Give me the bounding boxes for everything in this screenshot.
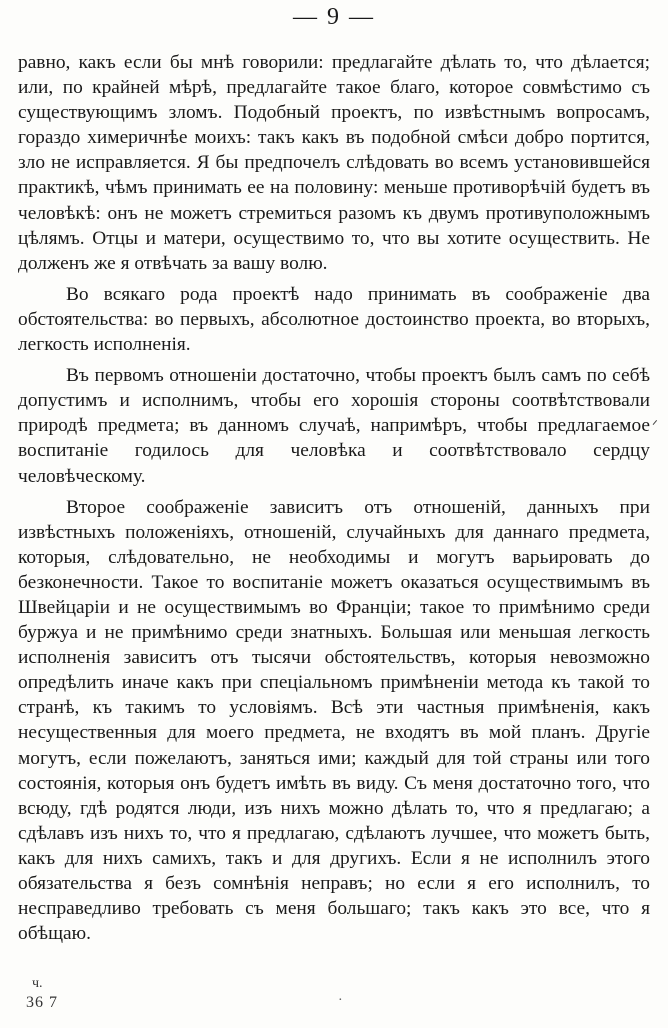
body-text	[18, 50, 650, 952]
paragraph-continued: равно, какъ если бы мнѣ говорили: предлагайте дѣлать то, что дѣлается; или, по крайней мѣрѣ, предлагайте такое благо, которое совмѣстимо съ существующимъ зломъ. Подобный проектъ, по извѣстнымъ вопросамъ, гораздо химеричнѣе моихъ: такъ какъ въ подобной смѣси добро портится, зло не исправляется. Я бы предпочелъ слѣдовать во всемъ установившейся практикѣ, чѣмъ принимать ее на половину: меньше противорѣчій будетъ въ человѣкѣ: онъ не можетъ стремиться разомъ къ двумъ противуположнымъ цѣлямъ. Отцы и матери, осуществимо то, что вы хотите осуществить. Не долженъ же я отвѣчать за вашу волю.	[18, 52, 650, 274]
paragraph-second-consideration: Второе соображеніе зависитъ отъ отношеній, данныхъ при извѣстныхъ положеніяхъ, отношеній, случайныхъ для даннаго предмета, которыя, слѣдовательно, не необходимы и могутъ варьировать до безконечности. Такое то воспитаніе можетъ оказаться осуществимымъ въ Швейцаріи и не осуществимымъ во Франціи; такое то примѣнимо среди буржуа и не примѣнимо среди знатныхъ. Большая или меньшая легкость исполненія зависитъ отъ тысячи обстоятельствъ, которыя невозможно опредѣлить иначе какъ при спеціальномъ примѣненіи метода къ такой то странѣ, къ такимъ то условіямъ. Всѣ эти частныя примѣненія, какъ несущественныя для моего предмета, не входятъ въ мой планъ. Другіе могутъ, если пожелаютъ, заняться ими; каждый для той страны или того состоянія, которыя онъ будетъ имѣть въ виду. Съ меня достаточно того, что всюду, гдѣ родятся люди, изъ нихъ можно дѣлать то, что я предлагаю; а сдѣлавъ изъ нихъ то, что я предлагаю, сдѣлаютъ лучшее, что можетъ быть, какъ для нихъ самихъ, такъ и для другихъ. Если я не исполнилъ этого обязательства я безъ сомнѣнія неправъ; но если я его исполнилъ, то несправедливо требовать съ меня большаго; такъ какъ это все, что я обѣщаю.	[18, 496, 650, 945]
margin-mark: ᐟ	[652, 419, 658, 434]
footer-mark-center: ·	[338, 993, 343, 1008]
paragraph-project-considerations: Во всякаго рода проектѣ надо принимать въ соображеніе два обстоятельства: во первыхъ, абсолютное достоинство проекта, во вторыхъ, легкость исполненія.	[18, 283, 650, 356]
paragraph-first-relation: Въ первомъ отношеніи достаточно, чтобы проектъ былъ самъ по себѣ допустимъ и исполнимъ, чтобы его хорошія стороны соотвѣтствовали природѣ предмета; въ данномъ случаѣ, напримѣръ, чтобы предлагаемое воспитаніе годилось для человѣка и соотвѣтствовало сердцу человѣческому.	[18, 365, 650, 487]
footer-mark-top: ч.	[32, 976, 43, 991]
footer-mark-bottom: 36 7	[26, 994, 58, 1011]
page-number: — 9 —	[293, 4, 375, 30]
